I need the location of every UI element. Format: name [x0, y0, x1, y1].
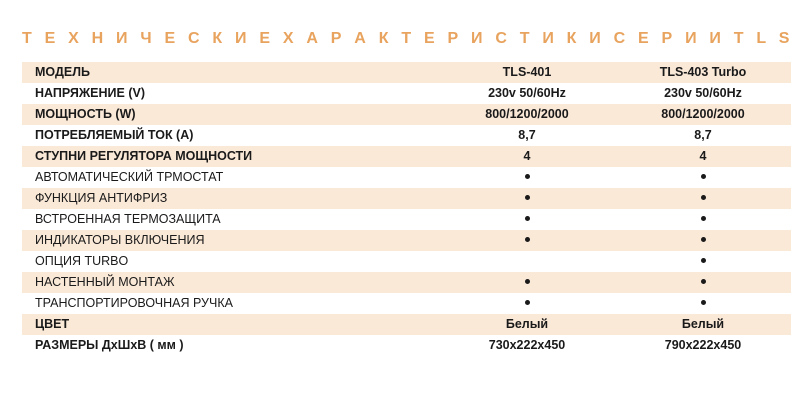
table-row	[22, 125, 791, 146]
spec-label: НАПРЯЖЕНИЕ (V)	[22, 83, 439, 104]
spec-value-tls401	[439, 230, 615, 251]
feature-dot-icon	[701, 300, 706, 305]
spec-label: РАЗМЕРЫ ДхШхВ ( мм )	[22, 335, 439, 356]
spec-label: ТРАНСПОРТИРОВОЧНАЯ РУЧКА	[22, 293, 439, 314]
page-title: Т Е Х Н И Ч Е С К И Е Х А Р А К Т Е Р И С Т И К И С Е Р И И T L S	[22, 30, 794, 47]
spec-value-tls403	[615, 293, 791, 314]
spec-label: ОПЦИЯ TURBO	[22, 251, 439, 272]
spec-value-tls401	[439, 272, 615, 293]
spec-value-tls401: TLS-401	[439, 62, 615, 83]
feature-dot-icon	[701, 195, 706, 200]
spec-value-tls403	[615, 230, 791, 251]
spec-label: ИНДИКАТОРЫ ВКЛЮЧЕНИЯ	[22, 230, 439, 251]
feature-dot-icon	[525, 300, 530, 305]
feature-dot-icon	[701, 174, 706, 179]
table-body	[22, 62, 791, 356]
spec-label: АВТОМАТИЧЕСКИЙ ТРМОСТАТ	[22, 167, 439, 188]
spec-value-tls403	[615, 188, 791, 209]
table-row	[22, 251, 791, 272]
table-row	[22, 188, 791, 209]
spec-value-tls403: 790x222x450	[615, 335, 791, 356]
spec-label: ВСТРОЕННАЯ ТЕРМОЗАЩИТА	[22, 209, 439, 230]
spec-label: ПОТРЕБЛЯЕМЫЙ ТОК (А)	[22, 125, 439, 146]
feature-dot-icon	[525, 216, 530, 221]
spec-value-tls401: 800/1200/2000	[439, 104, 615, 125]
spec-value-tls401	[439, 188, 615, 209]
table-row	[22, 62, 791, 83]
feature-dot-icon	[525, 195, 530, 200]
table-row	[22, 293, 791, 314]
table-row	[22, 314, 791, 335]
feature-dot-icon	[701, 237, 706, 242]
spec-label: СТУПНИ РЕГУЛЯТОРА МОЩНОСТИ	[22, 146, 439, 167]
spec-value-tls403: 4	[615, 146, 791, 167]
spec-value-tls401: 4	[439, 146, 615, 167]
spec-value-tls401	[439, 209, 615, 230]
spec-value-tls403	[615, 167, 791, 188]
spec-value-tls401	[439, 293, 615, 314]
table-row	[22, 83, 791, 104]
spec-value-tls403	[615, 272, 791, 293]
spec-value-tls403	[615, 251, 791, 272]
spec-value-tls403: 8,7	[615, 125, 791, 146]
table-row	[22, 230, 791, 251]
feature-dot-icon	[701, 216, 706, 221]
spec-value-tls401	[439, 167, 615, 188]
table-row	[22, 272, 791, 293]
spec-label: МОЩНОСТЬ (W)	[22, 104, 439, 125]
spec-label: ФУНКЦИЯ АНТИФРИЗ	[22, 188, 439, 209]
spec-value-tls403: 230v 50/60Hz	[615, 83, 791, 104]
spec-label: ЦВЕТ	[22, 314, 439, 335]
table-row	[22, 104, 791, 125]
spec-value-tls403: TLS-403 Turbo	[615, 62, 791, 83]
spec-label: МОДЕЛЬ	[22, 62, 439, 83]
specifications-table	[22, 62, 791, 356]
feature-dot-icon	[525, 237, 530, 242]
spec-value-tls403: Белый	[615, 314, 791, 335]
feature-dot-icon	[525, 174, 530, 179]
spec-value-tls403	[615, 209, 791, 230]
spec-value-tls403: 800/1200/2000	[615, 104, 791, 125]
feature-dot-icon	[701, 258, 706, 263]
feature-dot-icon	[525, 279, 530, 284]
spec-value-tls401: Белый	[439, 314, 615, 335]
spec-value-tls401	[439, 251, 615, 272]
table-row	[22, 335, 791, 356]
spec-value-tls401: 230v 50/60Hz	[439, 83, 615, 104]
table-row	[22, 209, 791, 230]
feature-dot-icon	[701, 279, 706, 284]
spec-value-tls401: 8,7	[439, 125, 615, 146]
spec-value-tls401: 730x222x450	[439, 335, 615, 356]
spec-label: НАСТЕННЫЙ МОНТАЖ	[22, 272, 439, 293]
table-row	[22, 146, 791, 167]
table-row	[22, 167, 791, 188]
